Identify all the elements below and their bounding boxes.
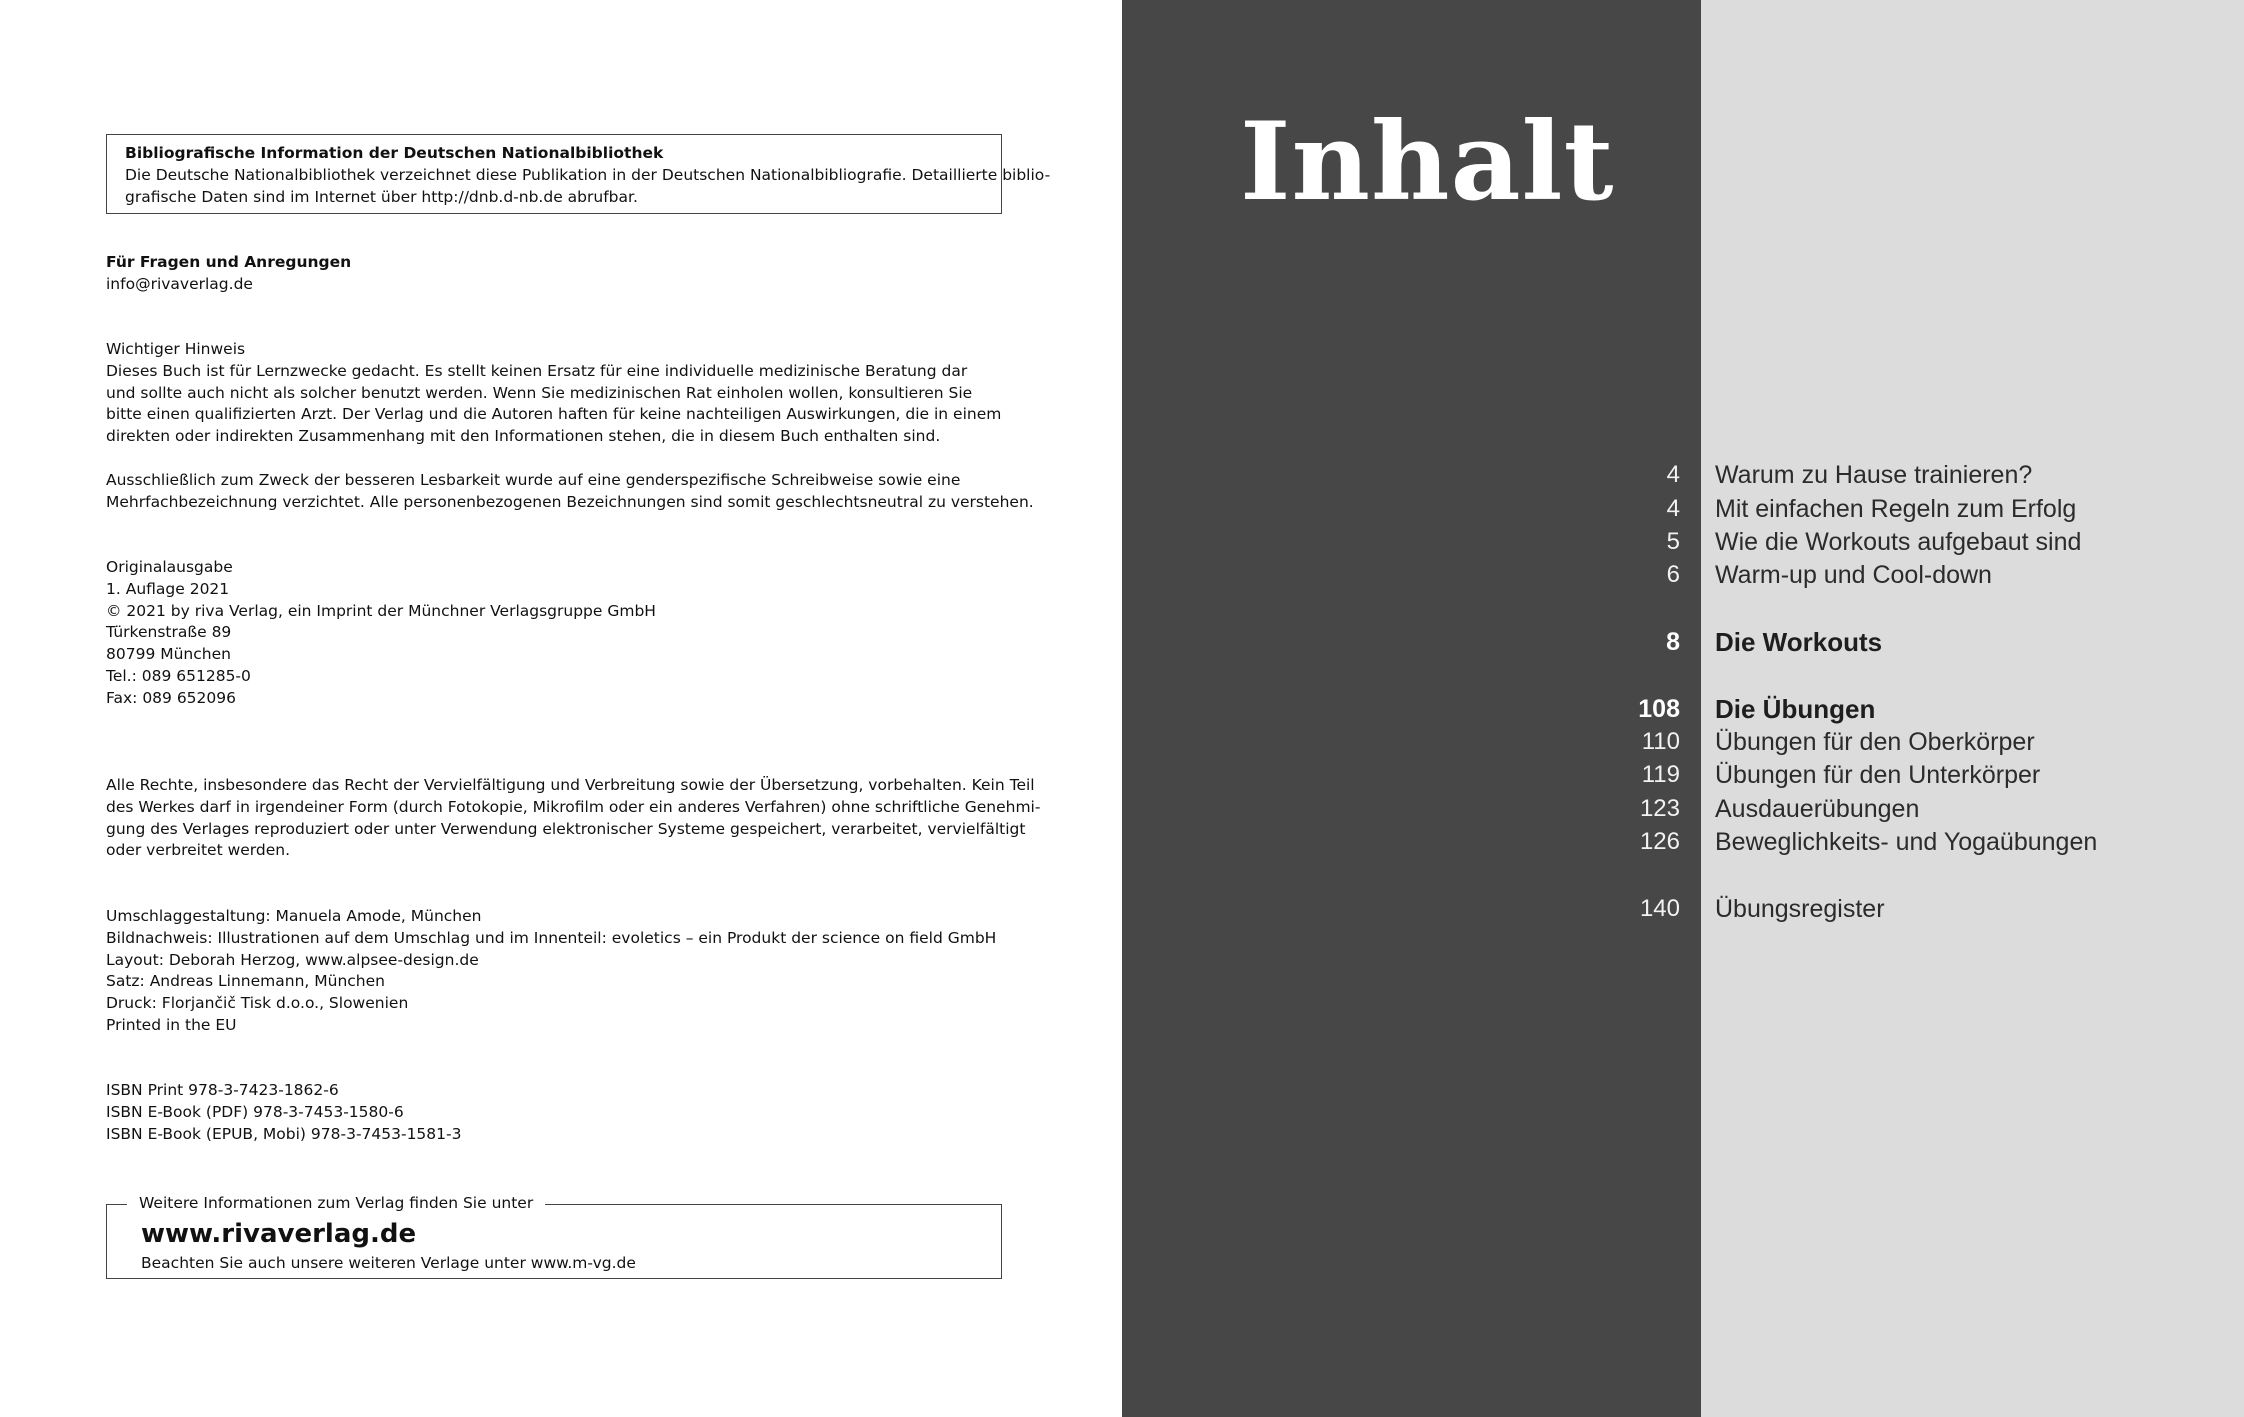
- credits-line: Printed in the EU: [106, 1015, 237, 1034]
- toc-entry-label: Warm-up und Cool-down: [1715, 561, 1992, 589]
- toc-entry: [1122, 525, 2244, 559]
- toc-page-number: 4: [1666, 461, 1680, 488]
- toc-entry-label: Warum zu Hause trainieren?: [1715, 461, 2033, 489]
- notice-line: und sollte auch nicht als solcher benutzt werden. Wenn Sie medizinischen Rat einholen wollen, konsultieren Sie: [106, 383, 973, 402]
- gender-note-line: Mehrfachbezeichnung verzichtet. Alle personenbezogenen Bezeichnungen sind somit geschlechtsneutral zu verstehen.: [106, 492, 1034, 511]
- toc-page-number: 140: [1639, 895, 1680, 922]
- publisher-website-box: [106, 1194, 1002, 1279]
- contents-title: Inhalt: [1240, 99, 1615, 225]
- credits-line: Satz: Andreas Linnemann, München: [106, 972, 385, 991]
- notice-line: Dieses Buch ist für Lernzwecke gedacht. Es stellt keinen Ersatz für eine individuelle medizinische Beratung dar: [106, 361, 968, 380]
- rights-line: des Werkes darf in irgendeiner Form (durch Fotokopie, Mikrofilm oder ein anderes Verfahren) ohne schriftliche Genehmi-: [106, 797, 1041, 816]
- toc-entry-major: [1122, 692, 2244, 726]
- rights-notice: [106, 775, 1041, 862]
- toc-entry-label: Die Workouts: [1715, 627, 1883, 657]
- notice-title: Wichtiger Hinweis: [106, 340, 246, 358]
- credits-line: Bildnachweis: Illustrationen auf dem Umschlag und im Innenteil: evoletics – ein Produkt der science on field GmbH: [106, 928, 997, 947]
- contact-email: info@rivaverlag.de: [106, 274, 253, 293]
- credits: [106, 906, 1006, 1037]
- rights-line: Alle Rechte, insbesondere das Recht der Vervielfältigung und Verbreitung sowie der Übersetzung, vorbehalten. Kein Teil: [106, 776, 1035, 794]
- website-caption: Weitere Informationen zum Verlag finden Sie unter: [127, 1192, 545, 1214]
- bibliographic-info-title: Bibliografische Information der Deutschen Nationalbibliothek: [125, 144, 664, 162]
- toc-page-number: 110: [1641, 728, 1680, 755]
- bibliographic-info-line: grafische Daten sind im Internet über http://dnb.d-nb.de abrufbar.: [125, 187, 638, 206]
- toc-page-number: 5: [1666, 528, 1680, 555]
- publisher-line: Originalausgabe: [106, 558, 233, 576]
- publisher-line: Türkenstraße 89: [106, 623, 232, 642]
- toc-entry-label: Mit einfachen Regeln zum Erfolg: [1715, 495, 2077, 523]
- credits-line: Umschlaggestaltung: Manuela Amode, München: [106, 907, 482, 925]
- toc-entry-label: Übungen für den Unterkörper: [1715, 761, 2041, 789]
- toc-entry: [1122, 792, 2244, 826]
- toc-entry-major: [1122, 625, 2244, 659]
- website-note: Beachten Sie auch unsere weiteren Verlage unter www.m-vg.de: [141, 1254, 636, 1272]
- isbn-line: ISBN Print 978-3-7423-1862-6: [106, 1081, 339, 1099]
- gender-note: [106, 470, 1034, 514]
- isbn-line: ISBN E-Book (EPUB, Mobi) 978-3-7453-1581-3: [106, 1124, 462, 1143]
- publisher-line: 80799 München: [106, 645, 231, 664]
- publisher-info: [106, 557, 1006, 710]
- toc-page-number: 6: [1666, 561, 1680, 588]
- toc-entry-label: Beweglichkeits- und Yogaübungen: [1715, 828, 2098, 856]
- gender-note-line: Ausschließlich zum Zweck der besseren Lesbarkeit wurde auf eine genderspezifische Schreibweise sowie eine: [106, 471, 961, 489]
- toc-entry: [1122, 758, 2244, 792]
- publisher-line: Fax: 089 652096: [106, 688, 236, 707]
- toc-page-number: 123: [1639, 795, 1680, 822]
- toc-entry: [1122, 492, 2244, 526]
- bibliographic-info-line: Die Deutsche Nationalbibliothek verzeichnet diese Publikation in der Deutschen Nationalbibliografie. Detaillierte biblio-: [125, 165, 1051, 184]
- credits-line: Layout: Deborah Herzog, www.alpsee-design.de: [106, 950, 479, 969]
- notice-line: bitte einen qualifizierten Arzt. Der Verlag und die Autoren haften für keine nachteiligen Auswirkungen, die in einem: [106, 405, 1002, 424]
- toc-entry: [1122, 892, 2244, 926]
- toc-page-number: 126: [1639, 828, 1680, 855]
- toc-entry: [1122, 458, 2244, 492]
- bibliographic-info-box: [106, 134, 1051, 214]
- contact-block: [106, 252, 1006, 296]
- toc-page-number: 119: [1641, 761, 1680, 788]
- important-notice: [106, 339, 1006, 448]
- publisher-line: Tel.: 089 651285-0: [106, 666, 251, 685]
- toc-entry-label: Übungen für den Oberkörper: [1715, 728, 2035, 756]
- toc-page-number: 8: [1666, 628, 1680, 656]
- isbn-list: [106, 1080, 1006, 1145]
- rights-line: oder verbreitet werden.: [106, 841, 291, 860]
- toc-entry: [1122, 725, 2244, 759]
- publisher-line: © 2021 by riva Verlag, ein Imprint der Münchner Verlagsgruppe GmbH: [106, 601, 656, 620]
- toc-entry: [1122, 825, 2244, 859]
- credits-line: Druck: Florjančič Tisk d.o.o., Slowenien: [106, 994, 409, 1013]
- toc-entry-label: Übungsregister: [1715, 895, 1885, 923]
- toc-entry: [1122, 558, 2244, 592]
- isbn-line: ISBN E-Book (PDF) 978-3-7453-1580-6: [106, 1102, 404, 1121]
- website-url: www.rivaverlag.de: [141, 1219, 417, 1249]
- toc-page-number: 108: [1638, 695, 1680, 723]
- toc-page-number: 4: [1666, 495, 1680, 522]
- contents-page: [1122, 0, 2244, 1417]
- notice-line: direkten oder indirekten Zusammenhang mit den Informationen stehen, die in diesem Buch enthalten sind.: [106, 427, 941, 446]
- toc-entry-label: Wie die Workouts aufgebaut sind: [1715, 528, 2082, 556]
- rights-line: gung des Verlages reproduziert oder unter Verwendung elektronischer Systeme gespeichert, verarbeitet, vervielfältigt: [106, 819, 1026, 838]
- toc-entry-label: Die Übungen: [1715, 694, 1876, 724]
- toc-entry-label: Ausdauerübungen: [1715, 795, 1920, 823]
- publisher-line: 1. Auflage 2021: [106, 579, 230, 598]
- contact-title: Für Fragen und Anregungen: [106, 253, 352, 271]
